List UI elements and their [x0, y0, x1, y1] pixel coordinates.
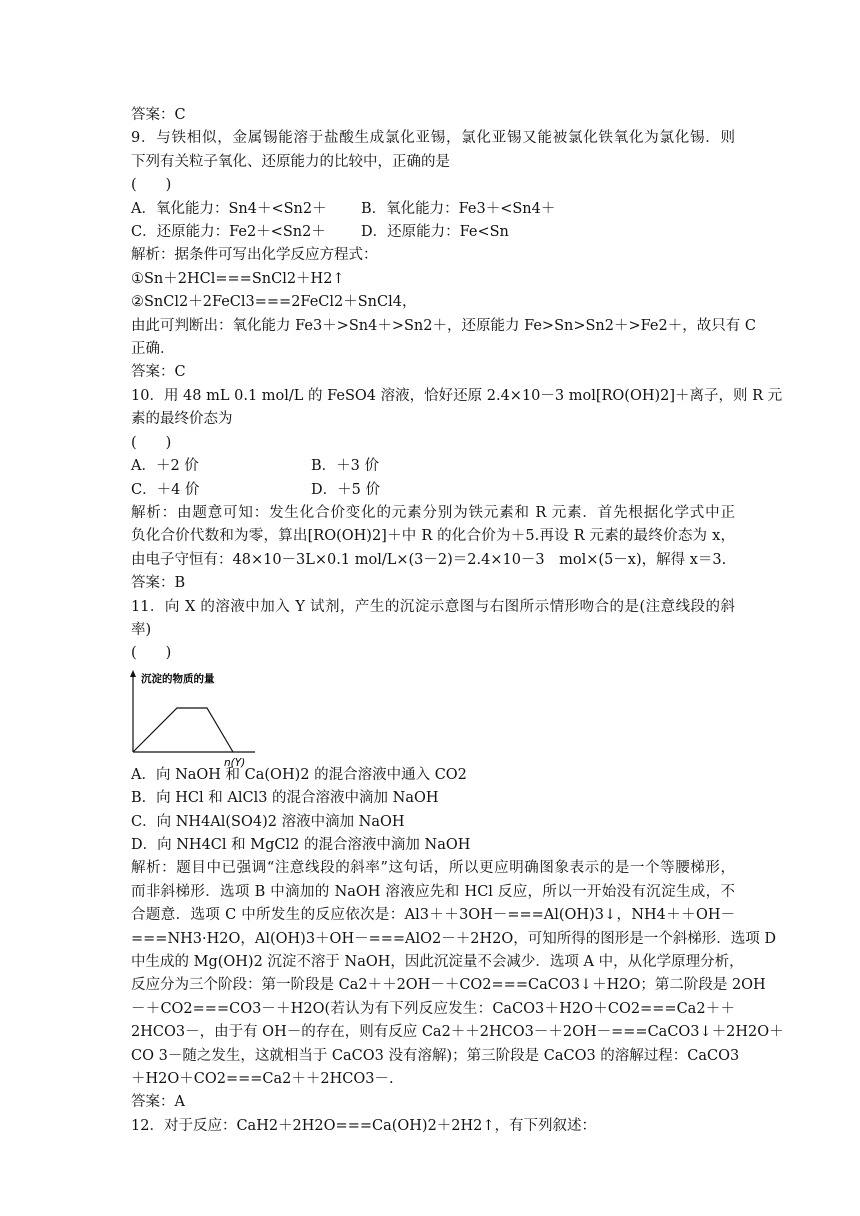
precipitate-graph — [131, 668, 735, 769]
answer-blank: ( ) — [131, 434, 172, 451]
analysis-line: ＋H2O＋CO2===Ca2＋＋2HCO3－. — [131, 1071, 394, 1088]
option-a: A．氧化能力：Sn4＋<Sn2＋ — [131, 200, 327, 217]
option-c: C．＋4 价 — [131, 481, 200, 498]
analysis-line: －＋CO2===CO3－＋H2O(若认为有下列反应发生：CaCO3＋H2O＋CO2===Ca2＋＋ — [131, 1000, 735, 1017]
question-11-text-line-2: 率) — [131, 621, 152, 638]
option-a: A．向 NaOH 和 Ca(OH)2 的混合溶液中通入 CO2 — [131, 766, 467, 783]
graph-x-label: n(Y) — [224, 756, 246, 769]
option-b: B．氧化能力：Fe3＋<Sn4＋ — [361, 200, 556, 217]
analysis-line: 由此可判断出：氧化能力 Fe3＋>Sn4＋>Sn2＋，还原能力 Fe>Sn>Sn2＋>Fe2＋，故只有 C — [131, 317, 756, 334]
analysis-line: 负化合价代数和为零，算出[RO(OH)2]＋中 R 的化合价为＋5.再设 R 元素的最终价态为 x， — [131, 528, 735, 545]
analysis-line: CO 3－随之发生，这就相当于 CaCO3 没有溶解)；第三阶段是 CaCO3 的溶解过程：CaCO3 — [131, 1047, 740, 1064]
analysis-line: ===NH3·H2O，Al(OH)3＋OH－===AlO2－＋2H2O，可知所得的图形是一个斜梯形．选项 D — [131, 930, 776, 947]
option-c: C．还原能力：Fe2＋<Sn2＋ — [131, 224, 326, 241]
option-d: D．向 NH4Cl 和 MgCl2 的混合溶液中滴加 NaOH — [131, 836, 471, 853]
question-11-text-line-1: 11．向 X 的溶液中加入 Y 试剂，产生的沉淀示意图与右图所示情形吻合的是(注意线段的斜 — [131, 598, 735, 615]
answer-blank: ( ) — [131, 645, 172, 662]
graph-y-label: 沉淀的物质的量 — [141, 672, 215, 685]
analysis-line: 由电子守恒有：48×10－3L×0.1 mol/L×(3－2)＝2.4×10－3 mol×(5－x)，解得 x＝3. — [131, 551, 727, 568]
analysis-line: 解析：由题意可知：发生化合价变化的元素分别为铁元素和 R 元素．首先根据化学式中正 — [131, 504, 735, 521]
option-c: C．向 NH4Al(SO4)2 溶液中滴加 NaOH — [131, 813, 405, 830]
question-9-options-row-2 — [131, 221, 735, 244]
analysis-line: 合题意．选项 C 中所发生的反应依次是：Al3＋＋3OH－===Al(OH)3↓，NH4＋＋OH－ — [131, 907, 735, 924]
answer-line: 答案：C — [131, 364, 186, 381]
answer-blank: ( ) — [131, 177, 172, 194]
equation-line: ①Sn＋2HCl===SnCl2＋H2↑ — [131, 270, 345, 287]
question-10-text-line-2: 素的最终价态为 — [131, 411, 233, 428]
document-page — [131, 104, 784, 1138]
option-a: A．＋2 价 — [131, 458, 199, 475]
option-d: D．还原能力：Fe<Sn — [361, 224, 509, 241]
question-9-text-line-2: 下列有关粒子氧化、还原能力的比较中，正确的是 — [131, 153, 450, 170]
option-d: D．＋5 价 — [311, 481, 380, 498]
question-12-text: 12．对于反应：CaH2＋2H2O===Ca(OH)2＋2H2↑，有下列叙述： — [131, 1117, 597, 1134]
question-9-options-row-1 — [131, 198, 735, 221]
equation-line: ②SnCl2＋2FeCl3===2FeCl2＋SnCl4， — [131, 294, 417, 311]
question-10-text-line-1: 10．用 48 mL 0.1 mol/L 的 FeSO4 溶液，恰好还原 2.4×10－3 mol[RO(OH)2]＋离子，则 R 元 — [131, 387, 783, 404]
answer-line: 答案：C — [131, 107, 186, 123]
analysis-line: 正确． — [131, 341, 175, 358]
y-axis-arrow-icon — [130, 670, 136, 677]
question-10-options-row-2 — [131, 479, 735, 502]
precipitate-graph-svg — [131, 668, 271, 769]
analysis-line: 2HCO3－，由于有 OH－的存在，则有反应 Ca2＋＋2HCO3－＋2OH－===CaCO3↓＋2H2O＋ — [131, 1024, 784, 1041]
analysis-line: 反应分为三个阶段：第一阶段是 Ca2＋＋2OH－＋CO2===CaCO3↓＋H2O；第二阶段是 2OH — [131, 977, 766, 994]
analysis-line: 解析：题目中已强调“注意线段的斜率”这句话，所以更应明确图象表示的是一个等腰梯形， — [131, 860, 735, 877]
option-b: B．＋3 价 — [311, 458, 379, 475]
analysis-line: 中生成的 Mg(OH)2 沉淀不溶于 NaOH，因此沉淀量不会减少．选项 A 中，从化学原理分析， — [131, 954, 744, 970]
analysis-line: 解析：据条件可写出化学反应方程式： — [131, 247, 378, 264]
answer-line: 答案：A — [131, 1094, 185, 1111]
option-b: B．向 HCl 和 AlCl3 的混合溶液中滴加 NaOH — [131, 790, 439, 807]
question-10-options-row-1 — [131, 455, 735, 478]
trapezoid-curve — [133, 708, 233, 752]
answer-line: 答案：B — [131, 575, 186, 592]
question-9-text-line-1: 9．与铁相似，金属锡能溶于盐酸生成氯化亚锡，氯化亚锡又能被氯化铁氧化为氯化锡．则 — [131, 130, 735, 147]
analysis-line: 而非斜梯形．选项 B 中滴加的 NaOH 溶液应先和 HCl 反应，所以一开始没有沉淀生成，不 — [131, 883, 735, 900]
